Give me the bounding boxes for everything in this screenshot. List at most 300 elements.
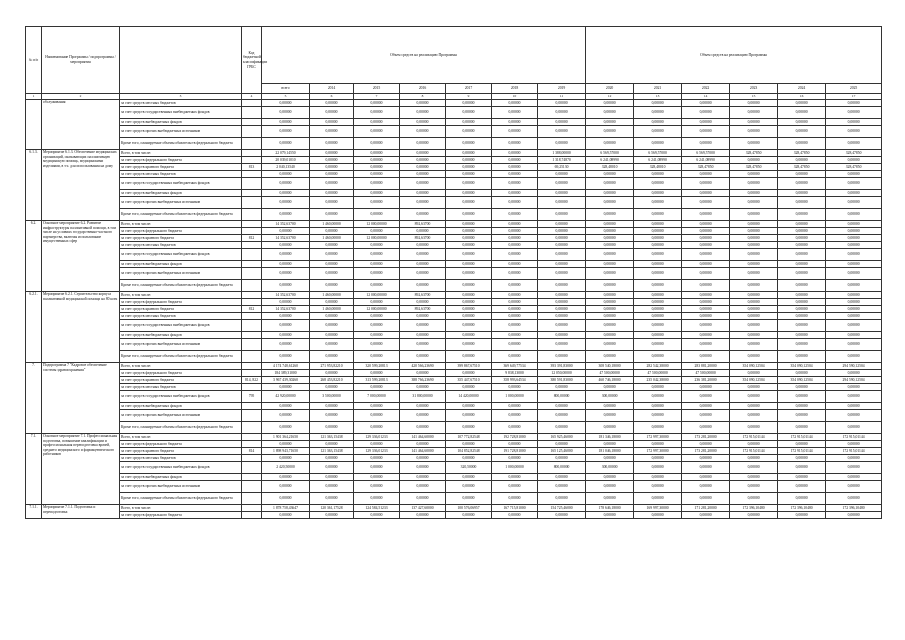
- value-cell: 0,00000: [354, 320, 400, 332]
- value-cell: 0,00000: [586, 320, 634, 332]
- value-cell: 0,00000: [262, 190, 310, 197]
- value-cell: 1 460,00000: [310, 235, 354, 242]
- value-cell: 0,00000: [778, 171, 826, 178]
- funding-source: за счет средств государственных внебюджетных фондов: [120, 391, 242, 403]
- funding-source: за счет средств федерального бюджета: [120, 441, 242, 448]
- column-number: 9: [446, 94, 492, 100]
- value-cell: 0,00000: [446, 178, 492, 190]
- value-cell: 0,00000: [310, 493, 354, 505]
- value-cell: 0,00000: [400, 493, 446, 505]
- value-cell: 0,00000: [354, 171, 400, 178]
- table-row: [26, 178, 882, 190]
- value-cell: 0,00000: [538, 403, 586, 410]
- value-cell: 420 566,23690: [400, 363, 446, 370]
- value-cell: 0,00000: [262, 455, 310, 462]
- value-cell: 0,00000: [730, 157, 778, 164]
- value-cell: 0,00000: [310, 261, 354, 268]
- value-cell: 172 915,01144: [826, 434, 882, 441]
- value-cell: 0,00000: [634, 107, 682, 119]
- value-cell: 0,00000: [778, 126, 826, 138]
- value-cell: 0,00000: [730, 384, 778, 391]
- value-cell: 0,00000: [586, 339, 634, 351]
- value-cell: 0,00000: [778, 370, 826, 377]
- value-cell: 0,00000: [446, 150, 492, 157]
- value-cell: 141 464,60000: [400, 448, 446, 455]
- value-cell: 0,00000: [354, 481, 400, 493]
- value-cell: 0,00000: [354, 422, 400, 434]
- value-cell: 0,00000: [730, 512, 778, 519]
- value-cell: 380 591,83000: [538, 377, 586, 384]
- value-cell: 0,00000: [400, 422, 446, 434]
- budget-code: [242, 190, 262, 197]
- value-cell: 0,00000: [446, 242, 492, 249]
- funding-source: за счет средств краевого бюджета: [120, 377, 242, 384]
- program-budget-table: [25, 26, 882, 519]
- value-cell: 0,00000: [354, 242, 400, 249]
- value-cell: 0,00000: [778, 242, 826, 249]
- value-cell: 0,00000: [446, 512, 492, 519]
- value-cell: 0,00000: [492, 351, 538, 363]
- value-cell: 0,00000: [682, 493, 730, 505]
- value-cell: 0,00000: [446, 474, 492, 481]
- value-cell: 0,00000: [492, 384, 538, 391]
- value-cell: 0,00000: [354, 150, 400, 157]
- value-cell: 0,00000: [826, 481, 882, 493]
- budget-code: 795: [242, 391, 262, 403]
- value-cell: 0,00000: [634, 178, 682, 190]
- value-cell: 0,00000: [538, 384, 586, 391]
- value-cell: 0,00000: [778, 384, 826, 391]
- value-cell: 0,00000: [826, 119, 882, 126]
- value-cell: 0,00000: [586, 268, 634, 280]
- funding-source: за счет средств федерального бюджета: [120, 157, 242, 164]
- value-cell: 0,00000: [634, 493, 682, 505]
- value-cell: 0,00000: [492, 455, 538, 462]
- value-cell: 0,00000: [262, 268, 310, 280]
- value-cell: 0,00000: [310, 462, 354, 474]
- funding-source: за счет средств местных бюджетов: [120, 384, 242, 391]
- value-cell: 14 352,63700: [262, 292, 310, 299]
- value-cell: 0,00000: [826, 306, 882, 313]
- value-cell: 0,00000: [262, 249, 310, 261]
- row-number: 6.2.1.: [26, 292, 42, 363]
- budget-table-sheet: [25, 26, 877, 519]
- funding-source: за счет средств прочих внебюджетных источников: [120, 126, 242, 138]
- value-cell: 0,00000: [586, 178, 634, 190]
- value-cell: 0,00000: [492, 107, 538, 119]
- funding-source: за счет средств местных бюджетов: [120, 313, 242, 320]
- value-cell: 129 336,01233: [354, 434, 400, 441]
- budget-code: [242, 280, 262, 292]
- funding-source: Всего, в том числе:: [120, 150, 242, 157]
- value-cell: 0,00000: [354, 119, 400, 126]
- table-row: [26, 197, 882, 209]
- value-cell: 0,00000: [778, 481, 826, 493]
- value-cell: 328,47850: [778, 164, 826, 171]
- value-cell: 0,00000: [446, 119, 492, 126]
- value-cell: 0,00000: [730, 320, 778, 332]
- table-row: [26, 391, 882, 403]
- value-cell: 0,00000: [538, 299, 586, 306]
- value-cell: 0,00000: [778, 493, 826, 505]
- value-cell: 0,00000: [310, 119, 354, 126]
- table-row: [26, 249, 882, 261]
- value-cell: 1 000,00000: [492, 391, 538, 403]
- value-cell: 0,00000: [730, 422, 778, 434]
- value-cell: 0,00000: [354, 410, 400, 422]
- funding-source: Кроме того, планируемые объемы обязательств федерального бюджета: [120, 351, 242, 363]
- value-cell: 0,00000: [730, 410, 778, 422]
- value-cell: 0,00000: [634, 292, 682, 299]
- value-cell: 0,00000: [354, 493, 400, 505]
- value-cell: 0,00000: [400, 455, 446, 462]
- funding-source: за счет средств внебюджетных фондов: [120, 403, 242, 410]
- value-cell: 0,00000: [262, 313, 310, 320]
- value-cell: 0,00000: [730, 462, 778, 474]
- value-cell: 0,00000: [730, 481, 778, 493]
- value-cell: 0,00000: [778, 462, 826, 474]
- value-cell: 0,00000: [492, 299, 538, 306]
- budget-code: 814: [242, 448, 262, 455]
- value-cell: 0,00000: [634, 306, 682, 313]
- value-cell: 0,00000: [682, 190, 730, 197]
- value-cell: 0,00000: [310, 138, 354, 150]
- value-cell: 0,00000: [492, 138, 538, 150]
- value-cell: 1 460,00000: [310, 306, 354, 313]
- value-cell: 0,00000: [586, 171, 634, 178]
- value-cell: 141 464,60000: [400, 434, 446, 441]
- table-row: [26, 164, 882, 171]
- value-cell: 104 852,82548: [446, 448, 492, 455]
- value-cell: 0,00000: [826, 197, 882, 209]
- value-cell: 0,00000: [310, 403, 354, 410]
- value-cell: 0,00000: [310, 320, 354, 332]
- value-cell: 0,00000: [262, 280, 310, 292]
- budget-code: [242, 481, 262, 493]
- value-cell: 0,00000: [492, 512, 538, 519]
- year-header: 2014: [310, 84, 354, 94]
- value-cell: 0,00000: [826, 339, 882, 351]
- value-cell: 268 453,82210: [310, 377, 354, 384]
- value-cell: 0,00000: [400, 138, 446, 150]
- value-cell: 0,00000: [586, 384, 634, 391]
- value-cell: 0,00000: [826, 268, 882, 280]
- value-cell: 0,00000: [634, 339, 682, 351]
- value-cell: 0,00000: [682, 474, 730, 481]
- value-cell: 0,00000: [634, 126, 682, 138]
- row-name: Основное мероприятие 7.1. Профессиональная подготовка, повышение квалификации и профессиональная переподготовка врачей, среднего медицинского и фармацевтического работников: [42, 434, 120, 505]
- budget-code: [242, 512, 262, 519]
- table-row: [26, 119, 882, 126]
- value-cell: 0,00000: [446, 261, 492, 268]
- value-cell: 0,00000: [682, 235, 730, 242]
- value-cell: 0,00000: [310, 228, 354, 235]
- value-cell: 0,00000: [826, 313, 882, 320]
- value-cell: 0,00000: [730, 119, 778, 126]
- value-cell: 0,00000: [446, 422, 492, 434]
- value-cell: 0,00000: [310, 268, 354, 280]
- value-cell: 0,00000: [492, 403, 538, 410]
- value-cell: 0,00000: [682, 320, 730, 332]
- value-cell: 0,00000: [682, 242, 730, 249]
- value-cell: 0,00000: [492, 157, 538, 164]
- budget-code: [242, 422, 262, 434]
- value-cell: 328,48010: [634, 164, 682, 171]
- column-number: 10: [492, 94, 538, 100]
- value-cell: 0,00000: [400, 249, 446, 261]
- value-cell: 0,00000: [634, 332, 682, 339]
- value-cell: 0,00000: [586, 138, 634, 150]
- value-cell: 0,00000: [446, 384, 492, 391]
- value-cell: 328,47850: [682, 164, 730, 171]
- value-cell: 0,00000: [446, 249, 492, 261]
- column-number: 17: [826, 94, 882, 100]
- value-cell: 0,00000: [310, 209, 354, 221]
- funding-source: за счет средств краевого бюджета: [120, 448, 242, 455]
- value-cell: 0,00000: [262, 410, 310, 422]
- value-cell: 0,00000: [586, 119, 634, 126]
- value-cell: 0,00000: [538, 242, 586, 249]
- value-cell: 0,00000: [446, 410, 492, 422]
- funding-source: Кроме того, планируемые объемы обязательств федерального бюджета: [120, 493, 242, 505]
- table-row: [26, 434, 882, 441]
- value-cell: 0,00000: [354, 474, 400, 481]
- value-cell: 0,00000: [538, 280, 586, 292]
- budget-code: [242, 370, 262, 377]
- table-row: [26, 512, 882, 519]
- value-cell: 328,47850: [730, 150, 778, 157]
- value-cell: 0,00000: [778, 209, 826, 221]
- value-cell: 0,00000: [310, 481, 354, 493]
- value-cell: 0,00000: [310, 512, 354, 519]
- value-cell: 0,00000: [682, 268, 730, 280]
- value-cell: 0,00000: [446, 126, 492, 138]
- value-cell: 0,00000: [354, 462, 400, 474]
- value-cell: 0,00000: [634, 138, 682, 150]
- year-header: 2018: [492, 84, 538, 94]
- value-cell: 0,00000: [778, 512, 826, 519]
- value-cell: 0,00000: [826, 138, 882, 150]
- value-cell: 0,00000: [400, 410, 446, 422]
- value-cell: 0,00000: [400, 512, 446, 519]
- value-cell: 800,00000: [538, 462, 586, 474]
- row-name: Мероприятие 6.2.1. Строительство корпуса паллиативной медицинской помощи на 80 коек: [42, 292, 120, 363]
- value-cell: 0,00000: [730, 249, 778, 261]
- value-cell: 0,00000: [354, 261, 400, 268]
- table-row: [26, 339, 882, 351]
- value-cell: 0,00000: [446, 332, 492, 339]
- value-cell: 169 997,30000: [634, 505, 682, 512]
- budget-code: [242, 455, 262, 462]
- value-cell: 0,00000: [492, 268, 538, 280]
- value-cell: 1 898 943,71650: [262, 448, 310, 455]
- budget-code: [242, 493, 262, 505]
- value-cell: 0,00000: [586, 126, 634, 138]
- budget-code: [242, 138, 262, 150]
- value-cell: 172 915,01144: [778, 448, 826, 455]
- row-number: 7.1.: [26, 434, 42, 505]
- value-cell: 0,00000: [310, 422, 354, 434]
- col-code-header: Код бюджетной классификации ГРБС: [242, 27, 262, 94]
- value-cell: 0,00000: [634, 474, 682, 481]
- row-number: [26, 100, 42, 150]
- value-cell: 0,00000: [730, 171, 778, 178]
- year-header: 2025: [826, 84, 882, 94]
- value-cell: 0,00000: [586, 100, 634, 107]
- value-cell: 0,00000: [730, 190, 778, 197]
- value-cell: 328,47850: [826, 164, 882, 171]
- value-cell: 0,00000: [778, 107, 826, 119]
- value-cell: 0,00000: [826, 512, 882, 519]
- table-row: [26, 221, 882, 228]
- value-cell: 354 090,12504: [730, 363, 778, 370]
- value-cell: 0,00000: [538, 410, 586, 422]
- value-cell: 0,00000: [778, 292, 826, 299]
- value-cell: 0,00000: [682, 332, 730, 339]
- value-cell: 0,00000: [730, 351, 778, 363]
- value-cell: 0,00000: [586, 493, 634, 505]
- value-cell: 1 460,00000: [310, 292, 354, 299]
- value-cell: 0,00000: [446, 171, 492, 178]
- value-cell: 0,00000: [634, 384, 682, 391]
- row-name: Мероприятие 6.1.3. Обеспечение медицинских организаций, оказывающих паллиативную медицинскую помощь, медицинскими изделиями, в т.ч. для использования на дому: [42, 150, 120, 221]
- table-row: [26, 235, 882, 242]
- value-cell: 0,00000: [400, 320, 446, 332]
- value-cell: 0,00000: [730, 209, 778, 221]
- value-cell: 192 728,81000: [492, 434, 538, 441]
- row-name: Подпрограмма 7 "Кадровое обеспечение системы здравоохранения": [42, 363, 120, 434]
- value-cell: 0,00000: [262, 422, 310, 434]
- value-cell: 0,00000: [262, 261, 310, 268]
- value-cell: 0,00000: [778, 221, 826, 228]
- column-number: 3: [120, 94, 242, 100]
- value-cell: 0,00000: [310, 150, 354, 157]
- value-cell: 0,00000: [310, 249, 354, 261]
- value-cell: 0,00000: [682, 228, 730, 235]
- value-cell: 0,00000: [310, 126, 354, 138]
- value-cell: 0,00000: [310, 441, 354, 448]
- value-cell: 172 915,01144: [778, 434, 826, 441]
- column-number: 6: [310, 94, 354, 100]
- value-cell: 0,00000: [310, 339, 354, 351]
- value-cell: 0,00000: [400, 351, 446, 363]
- value-cell: 0,00000: [826, 157, 882, 164]
- value-cell: 0,00000: [538, 455, 586, 462]
- funding-source: за счет средств государственных внебюджетных фондов: [120, 249, 242, 261]
- value-cell: 129 336,01233: [354, 448, 400, 455]
- budget-code: [242, 384, 262, 391]
- value-cell: 0,00000: [492, 493, 538, 505]
- value-cell: 0,00000: [446, 320, 492, 332]
- value-cell: 0,00000: [310, 313, 354, 320]
- value-cell: 0,00000: [778, 474, 826, 481]
- value-cell: 328,48010: [586, 164, 634, 171]
- funding-source: за счет средств внебюджетных фондов: [120, 474, 242, 481]
- column-number: 13: [634, 94, 682, 100]
- value-cell: 328,47850: [730, 164, 778, 171]
- budget-code: [242, 313, 262, 320]
- value-cell: 172 915,01144: [730, 434, 778, 441]
- value-cell: 800,00000: [538, 391, 586, 403]
- budget-code: [242, 157, 262, 164]
- value-cell: 0,00000: [730, 268, 778, 280]
- value-cell: 0,00000: [778, 403, 826, 410]
- column-number: 8: [400, 94, 446, 100]
- table-row: [26, 190, 882, 197]
- volume-group-header: Объем средств на реализацию Программы: [262, 27, 586, 84]
- value-cell: 0,00000: [354, 280, 400, 292]
- value-cell: 0,00000: [586, 107, 634, 119]
- value-cell: 0,00000: [682, 292, 730, 299]
- value-cell: 0,00000: [446, 306, 492, 313]
- value-cell: 100 576,06957: [446, 505, 492, 512]
- value-cell: 0,00000: [826, 391, 882, 403]
- value-cell: 0,00000: [778, 138, 826, 150]
- value-cell: 0,00000: [778, 299, 826, 306]
- value-cell: 388 766,23690: [400, 377, 446, 384]
- funding-source: за счет средств федерального бюджета: [120, 299, 242, 306]
- value-cell: 1 318,74870: [538, 157, 586, 164]
- budget-code: [242, 363, 262, 370]
- value-cell: 0,00000: [778, 119, 826, 126]
- value-cell: 137 427,60000: [400, 505, 446, 512]
- funding-source: за счет средств краевого бюджета: [120, 306, 242, 313]
- value-cell: 0,00000: [538, 474, 586, 481]
- value-cell: 282 542,38000: [634, 363, 682, 370]
- value-cell: 0,00000: [634, 441, 682, 448]
- budget-code: [242, 292, 262, 299]
- value-cell: 0,00000: [778, 178, 826, 190]
- value-cell: 107 772,82548: [446, 434, 492, 441]
- value-cell: 0,00000: [492, 171, 538, 178]
- value-cell: 0,00000: [400, 190, 446, 197]
- value-cell: 0,00000: [586, 306, 634, 313]
- table-row: [26, 441, 882, 448]
- value-cell: 0,00000: [400, 268, 446, 280]
- value-cell: 0,00000: [778, 268, 826, 280]
- value-cell: 0,00000: [826, 493, 882, 505]
- value-cell: 460 746,18000: [586, 377, 634, 384]
- funding-source: Всего, в том числе:: [120, 292, 242, 299]
- value-cell: 235 042,38000: [634, 377, 682, 384]
- value-cell: 0,00000: [538, 126, 586, 138]
- value-cell: 0,00000: [586, 332, 634, 339]
- table-row: [26, 377, 882, 384]
- value-cell: 0,00000: [492, 242, 538, 249]
- table-row: [26, 228, 882, 235]
- value-cell: 0,00000: [262, 351, 310, 363]
- value-cell: 0,00000: [778, 228, 826, 235]
- value-cell: 0,00000: [730, 228, 778, 235]
- value-cell: 0,00000: [446, 100, 492, 107]
- value-cell: 0,00000: [446, 209, 492, 221]
- value-cell: 0,00000: [826, 370, 882, 377]
- value-cell: 0,00000: [354, 299, 400, 306]
- value-cell: 0,00000: [682, 306, 730, 313]
- budget-code: [242, 126, 262, 138]
- value-cell: 0,00000: [446, 493, 492, 505]
- value-cell: 0,00000: [538, 221, 586, 228]
- value-cell: 0,00000: [538, 119, 586, 126]
- value-cell: 165 925,46000: [538, 434, 586, 441]
- funding-source: за счет средств внебюджетных фондов: [120, 190, 242, 197]
- budget-code: [242, 221, 262, 228]
- budget-code: 812: [242, 235, 262, 242]
- value-cell: 0,00000: [538, 178, 586, 190]
- row-number: 6.1.3.: [26, 150, 42, 221]
- value-cell: 328,47850: [826, 150, 882, 157]
- funding-source: за счет средств местных бюджетов: [120, 100, 242, 107]
